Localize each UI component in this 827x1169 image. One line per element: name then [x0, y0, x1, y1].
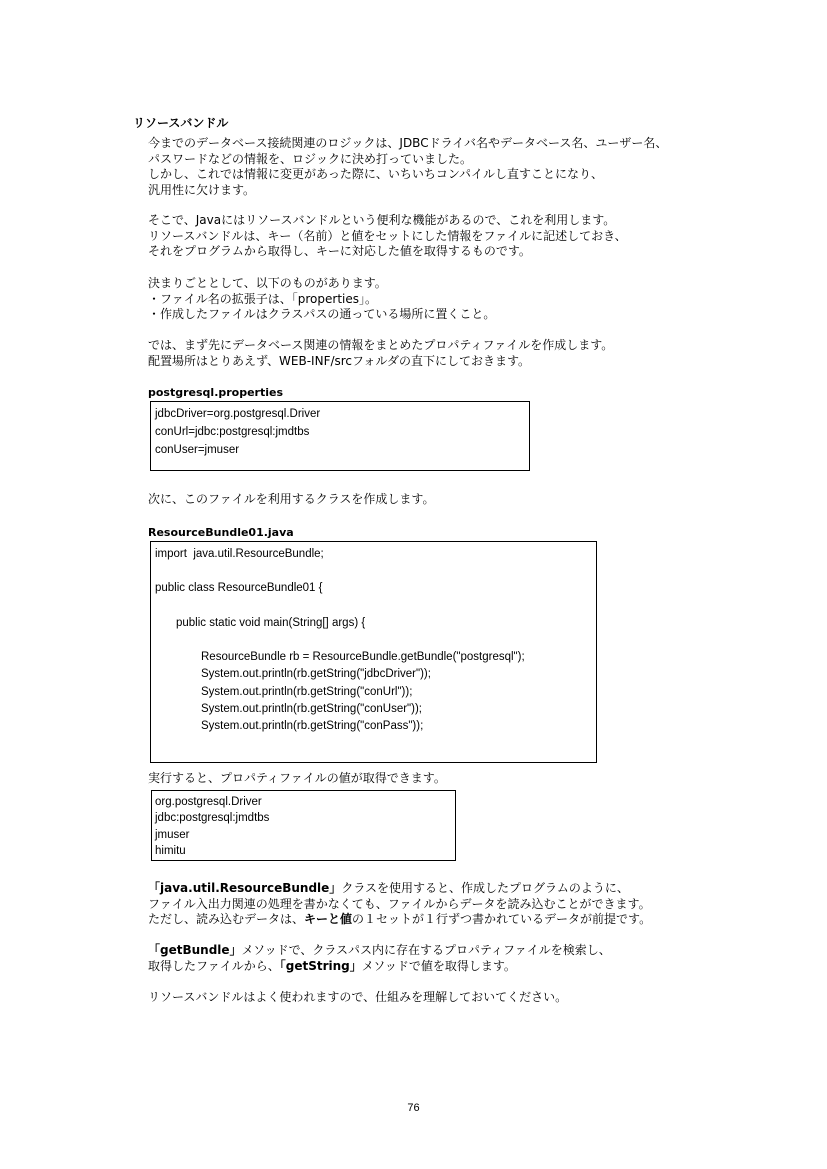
explain1-line-1-rest: クラスを使用すると、作成したプログラムのように、 — [341, 881, 629, 895]
code-body-line-4: System.out.println(rb.getString("conUser")); — [201, 702, 422, 715]
explain1-line-2: ファイル入出力関連の処理を書かなくても、ファイルからデータを読み込むことができます。 — [148, 896, 651, 911]
next-text — [148, 492, 434, 508]
output-line-1: org.postgresql.Driver — [155, 796, 262, 808]
rules-line-1: 決まりごととして、以下のものがあります。 — [148, 276, 387, 290]
explain2-line-2-post: メソッドで値を取得します。 — [361, 958, 516, 973]
run-text-line: 実行すると、プロパティファイルの値が取得できます。 — [148, 771, 446, 785]
code-import: import java.util.ResourceBundle; — [155, 548, 324, 560]
code-body-line-5: System.out.println(rb.getString("conPass")); — [201, 719, 424, 732]
next-text-line: 次に、このファイルを利用するクラスを作成します。 — [148, 492, 435, 506]
props-file-label: postgresql.properties — [148, 386, 284, 399]
intro-line-4: 汎用性に欠けます。 — [148, 182, 256, 197]
key-value-emphasis: キーと値 — [304, 912, 353, 926]
explain2-line-2-pre: 取得したファイルから、 — [148, 958, 280, 973]
desc-line-1: そこで、Javaにはリソースバンドルという便利な機能があるので、これを利用します。 — [148, 213, 616, 227]
create-props-line-2: 配置場所はとりあえず、WEB-INF/srcフォルダの直下にしておきます。 — [148, 353, 530, 368]
intro-line-3: しかし、これでは情報に変更があった際に、いちいちコンパイルし直すことになり、 — [148, 167, 604, 181]
explain1-line-1 — [148, 881, 651, 897]
output-line-2: jdbc:postgresql:jmdtbs — [155, 812, 270, 825]
explain2-line-2 — [148, 959, 611, 975]
code-main-decl: public static void main(String[] args) { — [176, 616, 366, 629]
explain2-line-1-rest: メソッドで、クラスパス内に存在するプロパティファイルを検索し、 — [241, 943, 611, 957]
properties-file-box — [150, 401, 530, 471]
getbundle-method-name: 「getBundle」 — [148, 943, 242, 957]
getstring-method-name: 「getString」 — [279, 958, 362, 973]
run-text — [148, 771, 446, 787]
rules-line-2: ・ファイル名の拡張子は、「properties」。 — [148, 291, 377, 306]
props-line-1: jdbcDriver=org.postgresql.Driver — [155, 408, 321, 420]
page-number: 76 — [407, 1102, 420, 1114]
code-blank-line — [155, 632, 596, 649]
explanation-paragraph-2 — [148, 943, 611, 974]
desc-line-2: リソースバンドルは、キー（名前）と値をセットにした情報をファイルに記述しておき、 — [148, 228, 627, 243]
output-line-4: himitu — [155, 845, 186, 858]
intro-line-1: 今までのデータベース接続関連のロジックは、JDBCドライバ名やデータベース名、ユーザー名、 — [148, 136, 668, 150]
props-line-2: conUrl=jdbc:postgresql:jmdtbs — [155, 426, 310, 438]
code-blank-line — [155, 598, 596, 615]
rules-line-3: ・作成したファイルはクラスパスの通っている場所に置くこと。 — [148, 307, 496, 321]
explain2-line-1 — [148, 943, 611, 959]
create-props-paragraph — [148, 338, 613, 369]
props-line-3: conUser=jmuser — [155, 444, 240, 456]
code-body-line-1: ResourceBundle rb = ResourceBundle.getBundle("postgresql"); — [201, 651, 525, 664]
code-body-line-2: System.out.println(rb.getString("jdbcDriver")); — [201, 668, 431, 681]
explain1-line-3-post: の１セットが１行ずつ書かれているデータが前提です。 — [352, 912, 652, 926]
resource-bundle-class-name: 「java.util.ResourceBundle」 — [148, 881, 342, 895]
section-title: リソースバンドル — [133, 116, 229, 130]
explanation-paragraph-1 — [148, 881, 651, 928]
create-props-line-1: では、まず先にデータベース関連の情報をまとめたプロパティファイルを作成します。 — [148, 338, 614, 352]
explain1-line-3-pre: ただし、読み込むデータは、 — [148, 912, 305, 926]
resource-bundle-description — [148, 213, 627, 260]
intro-line-2: パスワードなどの情報を、ロジックに決め打っていました。 — [148, 151, 473, 166]
output-box — [151, 790, 456, 861]
explain1-line-3 — [148, 912, 651, 928]
code-body-line-3: System.out.println(rb.getString("conUrl")); — [201, 685, 413, 698]
closing-paragraph — [148, 990, 567, 1006]
java-code-box — [150, 541, 597, 763]
intro-paragraph — [148, 136, 667, 198]
java-file-label: ResourceBundle01.java — [148, 526, 294, 539]
closing-line: リソースバンドルはよく使われますので、仕組みを理解しておいてください。 — [148, 990, 568, 1004]
output-line-3: jmuser — [155, 828, 190, 841]
rules-paragraph — [148, 276, 495, 323]
code-class-decl: public class ResourceBundle01 { — [155, 582, 323, 595]
code-blank-line — [155, 563, 596, 580]
desc-line-3: それをプログラムから取得し、キーに対応した値を取得するものです。 — [148, 244, 531, 258]
